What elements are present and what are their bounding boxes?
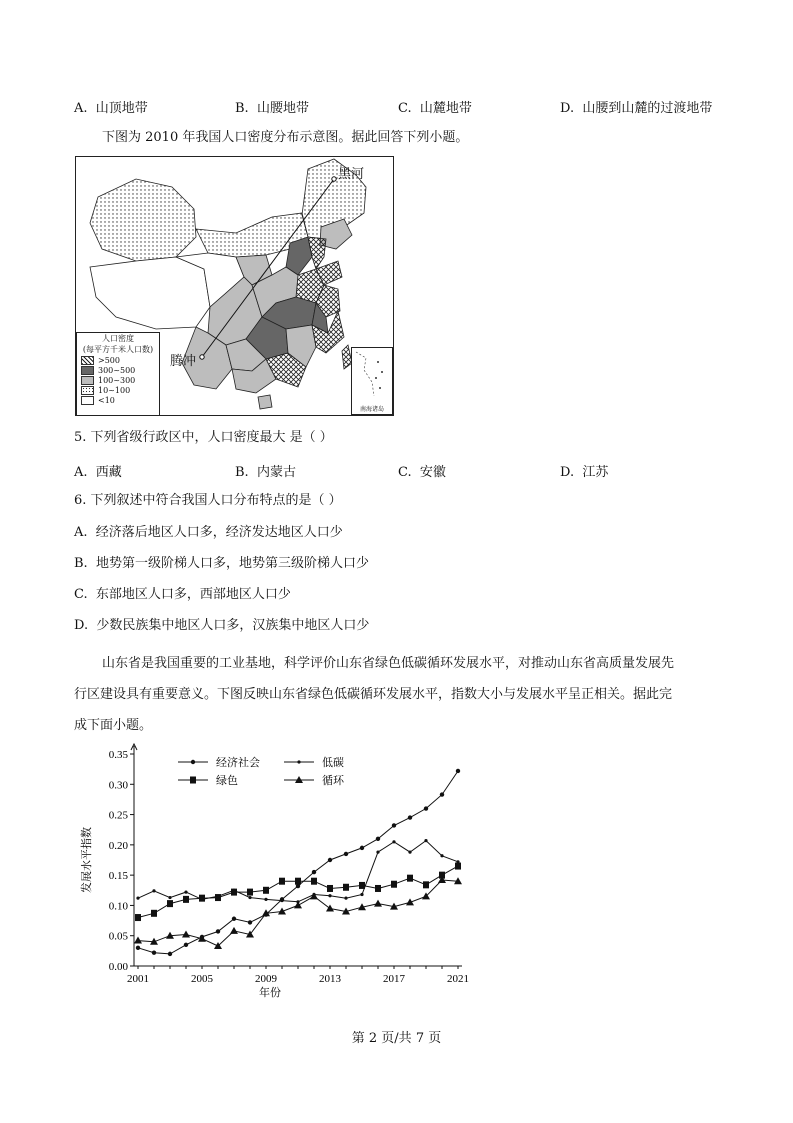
- data-point: [424, 839, 427, 842]
- x-tick-label: 2013: [319, 973, 341, 985]
- south-china-sea-inset: [351, 347, 393, 415]
- inset-drawing: [352, 348, 392, 404]
- data-point: [343, 884, 349, 891]
- data-point: [327, 885, 333, 892]
- legend-label: <10: [98, 395, 115, 405]
- q5-stem: 5. 下列省级行政区中，人口密度最大 是（ ）: [74, 430, 333, 445]
- y-tick-label: 0.05: [108, 930, 128, 943]
- option-a: A. 山顶地带: [74, 101, 148, 116]
- data-point: [152, 889, 155, 892]
- data-point: [440, 854, 443, 857]
- map-intro: 下图为 2010 年我国人口密度分布示意图。据此回答下列小题。: [102, 130, 469, 145]
- legend-item: [81, 395, 159, 405]
- data-point: [134, 937, 142, 944]
- shandong-intro-line3: 成下面小题。: [74, 718, 153, 733]
- option-c: C. 东部地区人口多，西部地区人口少: [74, 587, 291, 602]
- inset-label: 南海诸岛: [359, 406, 384, 413]
- data-point: [151, 910, 157, 917]
- data-point: [136, 897, 139, 900]
- option-d: D. 少数民族集中地区人口多，汉族集中地区人口少: [74, 618, 370, 633]
- y-tick-label: 0.00: [108, 961, 128, 973]
- legend-marker: [190, 777, 196, 784]
- data-point: [344, 897, 347, 900]
- data-point: [279, 878, 285, 885]
- data-point: [182, 931, 190, 938]
- data-point: [376, 851, 379, 854]
- data-point: [326, 904, 334, 911]
- data-point: [278, 907, 286, 914]
- data-point: [407, 875, 413, 882]
- option-c: C. 安徽: [398, 465, 446, 480]
- data-point: [184, 943, 188, 947]
- option-d: D. 山腰到山麓的过渡地带: [560, 101, 713, 116]
- q6-stem: 6. 下列叙述中符合我国人口分布特点的是（ ）: [74, 493, 342, 508]
- legend-label: 10~100: [98, 385, 131, 395]
- option-a: A. 经济落后地区人口多，经济发达地区人口少: [74, 525, 343, 540]
- option-b: B. 地势第一级阶梯人口多，地势第三级阶梯人口少: [74, 556, 369, 571]
- data-point: [247, 889, 253, 896]
- data-point: [374, 900, 382, 907]
- legend-label: 低碳: [322, 756, 344, 769]
- option-d: D. 江苏: [560, 465, 609, 480]
- legend-label: 循环: [322, 774, 344, 787]
- legend-swatch-cross: [81, 356, 94, 365]
- development-index-chart: [72, 740, 472, 1000]
- data-point: [376, 837, 380, 841]
- data-point: [391, 881, 397, 888]
- shandong-intro-line2: 行区建设具有重要意义。下图反映山东省绿色低碳循环发展水平，指数大小与发展水平呈正相关。据此完: [74, 687, 673, 702]
- data-point: [440, 792, 444, 796]
- x-tick-label: 2017: [383, 973, 405, 985]
- legend-item: [81, 365, 159, 375]
- map-legend: [76, 332, 160, 416]
- data-point: [344, 852, 348, 856]
- data-point: [294, 901, 302, 908]
- data-point: [183, 896, 189, 903]
- legend-label: 300~500: [98, 365, 136, 375]
- data-point: [328, 894, 331, 897]
- label-heihe: 黑河: [338, 167, 365, 182]
- data-point: [215, 894, 221, 901]
- y-tick-label: 0.10: [108, 900, 128, 913]
- y-tick-label: 0.20: [108, 839, 128, 852]
- data-point: [168, 952, 172, 956]
- data-point: [248, 920, 252, 924]
- data-point: [359, 882, 365, 889]
- data-point: [408, 815, 412, 819]
- x-tick-label: 2001: [127, 973, 149, 985]
- data-point: [456, 769, 460, 773]
- y-tick-label: 0.35: [108, 749, 128, 761]
- y-tick-label: 0.15: [108, 870, 128, 883]
- x-tick-label: 2005: [191, 973, 213, 985]
- legend-title: 人口密度: [102, 334, 134, 343]
- legend-item: [81, 375, 159, 385]
- option-a: A. 西藏: [74, 465, 122, 480]
- data-point: [424, 806, 428, 810]
- data-point: [328, 858, 332, 862]
- option-b: B. 内蒙古: [235, 465, 296, 480]
- y-tick-label: 0.25: [108, 809, 128, 822]
- option-b: B. 山腰地带: [235, 101, 309, 116]
- data-point: [406, 898, 414, 905]
- data-point: [360, 846, 364, 850]
- data-point: [231, 889, 237, 896]
- data-point: [230, 927, 238, 934]
- data-point: [136, 946, 140, 950]
- data-point: [263, 887, 269, 894]
- data-point: [295, 878, 301, 885]
- data-point: [264, 898, 267, 901]
- legend-marker: [191, 760, 195, 764]
- legend-label: 经济社会: [216, 756, 260, 769]
- data-point: [167, 900, 173, 907]
- data-point: [312, 870, 316, 874]
- population-density-map: [75, 156, 394, 416]
- data-point: [455, 863, 461, 870]
- data-point: [311, 878, 317, 885]
- data-point: [423, 881, 429, 888]
- label-tengchong: 腾冲: [170, 354, 197, 369]
- data-point: [168, 896, 171, 899]
- data-point: [360, 893, 363, 896]
- legend-label: 100~300: [98, 375, 136, 385]
- data-point: [152, 950, 156, 954]
- data-point: [392, 823, 396, 827]
- x-tick-label: 2021: [447, 973, 469, 985]
- page-footer: 第 2 页/共 7 页: [351, 1031, 442, 1046]
- legend-swatch-dots: [81, 386, 94, 395]
- legend-label: >500: [98, 355, 120, 365]
- legend-item: [81, 355, 159, 365]
- y-axis-label: 发展水平指数: [80, 827, 93, 893]
- data-point: [135, 914, 141, 921]
- x-tick-label: 2009: [255, 973, 277, 985]
- data-point: [375, 885, 381, 892]
- y-tick-label: 0.30: [108, 779, 128, 792]
- data-point: [184, 891, 187, 894]
- legend-swatch-dark: [81, 366, 94, 375]
- data-point: [280, 899, 283, 902]
- data-point: [216, 929, 220, 933]
- data-point: [408, 851, 411, 854]
- legend-swatch-light: [81, 376, 94, 385]
- legend-label: 绿色: [216, 774, 238, 787]
- data-point: [392, 840, 395, 843]
- legend-marker: [297, 760, 300, 763]
- series-line: [138, 771, 458, 954]
- legend-swatch-blank: [81, 396, 94, 405]
- legend-unit: (每平方千米人口数): [82, 345, 154, 354]
- legend-item: [81, 385, 159, 395]
- shandong-intro-line1: 山东省是我国重要的工业基地，科学评价山东省绿色低碳循环发展水平，对推动山东省高质量发展先: [102, 656, 675, 671]
- data-point: [248, 896, 251, 899]
- chart-svg: [72, 740, 472, 1000]
- option-c: C. 山麓地带: [398, 101, 472, 116]
- data-point: [199, 895, 205, 902]
- x-axis-label: 年份: [259, 986, 281, 999]
- data-point: [232, 917, 236, 921]
